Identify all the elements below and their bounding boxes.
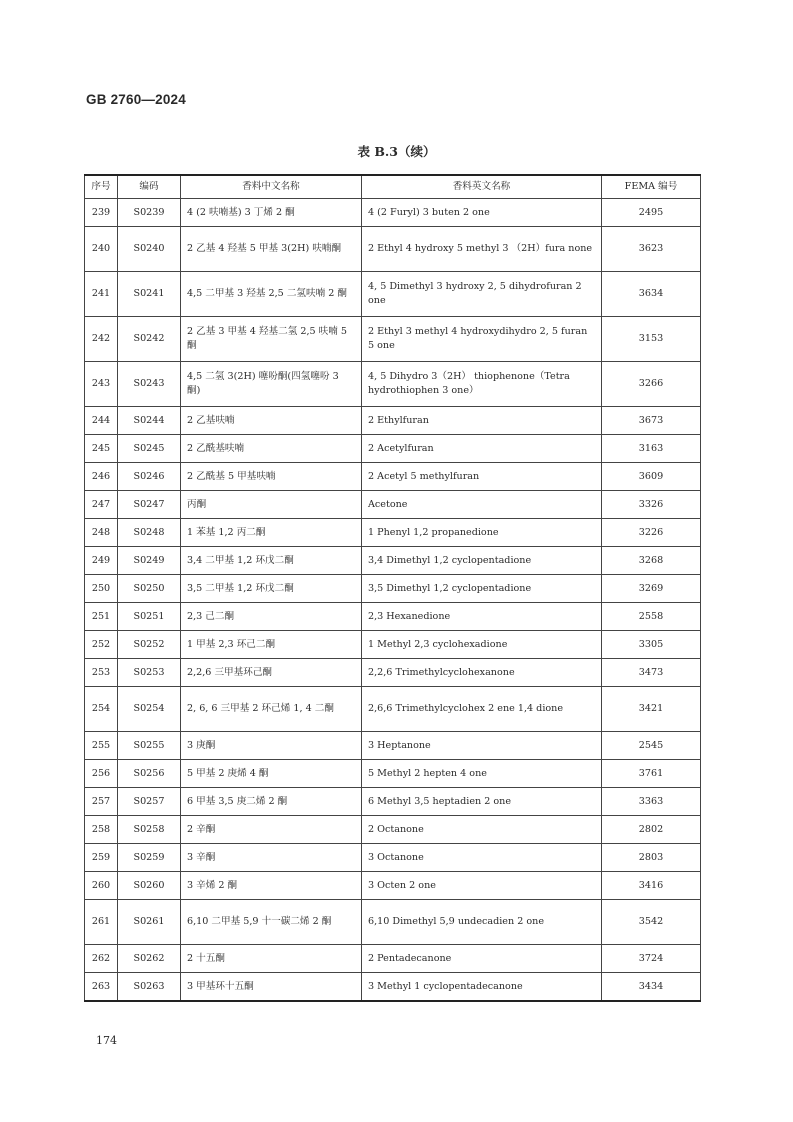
cell-fema: 3269 xyxy=(602,575,701,603)
cell-fema: 3326 xyxy=(602,491,701,519)
table-row xyxy=(85,631,701,659)
cell-en-name: 3,4 Dimethyl 1,2 cyclopentadione xyxy=(362,547,602,575)
table-row xyxy=(85,973,701,1002)
table-row xyxy=(85,844,701,872)
cell-no: 261 xyxy=(85,900,118,945)
cell-fema: 3305 xyxy=(602,631,701,659)
cell-en-name: 6 Methyl 3,5 heptadien 2 one xyxy=(362,788,602,816)
cell-en-name: 5 Methyl 2 hepten 4 one xyxy=(362,760,602,788)
cell-cn-name: 4,5 二甲基 3 羟基 2,5 二氢呋喃 2 酮 xyxy=(181,272,362,317)
column-header-no: 序号 xyxy=(85,175,118,199)
cell-code: S0246 xyxy=(118,463,181,491)
table-row xyxy=(85,362,701,407)
table-row xyxy=(85,659,701,687)
cell-cn-name: 3,5 二甲基 1,2 环戊二酮 xyxy=(181,575,362,603)
cell-en-name: 4 (2 Furyl) 3 buten 2 one xyxy=(362,199,602,227)
cell-code: S0260 xyxy=(118,872,181,900)
cell-code: S0255 xyxy=(118,732,181,760)
cell-code: S0259 xyxy=(118,844,181,872)
cell-no: 241 xyxy=(85,272,118,317)
cell-en-name: 2 Ethyl 4 hydroxy 5 methyl 3 （2H）fura none xyxy=(362,227,602,272)
flavor-table xyxy=(84,174,701,1002)
cell-cn-name: 4 (2 呋喃基) 3 丁烯 2 酮 xyxy=(181,199,362,227)
cell-no: 259 xyxy=(85,844,118,872)
table-row xyxy=(85,732,701,760)
cell-code: S0249 xyxy=(118,547,181,575)
cell-cn-name: 1 甲基 2,3 环己二酮 xyxy=(181,631,362,659)
cell-en-name: 1 Methyl 2,3 cyclohexadione xyxy=(362,631,602,659)
cell-code: S0261 xyxy=(118,900,181,945)
cell-no: 260 xyxy=(85,872,118,900)
cell-en-name: 1 Phenyl 1,2 propanedione xyxy=(362,519,602,547)
table-header-row xyxy=(85,175,701,199)
cell-cn-name: 2 乙基 3 甲基 4 羟基二氢 2,5 呋喃 5 酮 xyxy=(181,317,362,362)
cell-en-name: 2 Pentadecanone xyxy=(362,945,602,973)
standard-code: GB 2760—2024 xyxy=(86,92,186,107)
cell-cn-name: 3 庚酮 xyxy=(181,732,362,760)
table-row xyxy=(85,407,701,435)
cell-en-name: 3 Heptanone xyxy=(362,732,602,760)
cell-cn-name: 2, 6, 6 三甲基 2 环己烯 1, 4 二酮 xyxy=(181,687,362,732)
cell-code: S0257 xyxy=(118,788,181,816)
column-header-fema: FEMA 编号 xyxy=(602,175,701,199)
cell-cn-name: 3,4 二甲基 1,2 环戊二酮 xyxy=(181,547,362,575)
table-title: 表 B.3（续） xyxy=(357,144,436,159)
cell-no: 251 xyxy=(85,603,118,631)
column-header-code: 编码 xyxy=(118,175,181,199)
cell-cn-name: 1 苯基 1,2 丙二酮 xyxy=(181,519,362,547)
table-row xyxy=(85,575,701,603)
table-row xyxy=(85,816,701,844)
table-row xyxy=(85,463,701,491)
cell-code: S0240 xyxy=(118,227,181,272)
cell-code: S0254 xyxy=(118,687,181,732)
cell-fema: 2495 xyxy=(602,199,701,227)
cell-code: S0252 xyxy=(118,631,181,659)
cell-en-name: 4, 5 Dihydro 3（2H） thiophenone（Tetra hydrothiophen 3 one） xyxy=(362,362,602,407)
cell-fema: 3416 xyxy=(602,872,701,900)
table-row xyxy=(85,872,701,900)
cell-no: 256 xyxy=(85,760,118,788)
cell-cn-name: 2,3 己二酮 xyxy=(181,603,362,631)
table-row xyxy=(85,687,701,732)
cell-fema: 3226 xyxy=(602,519,701,547)
cell-code: S0239 xyxy=(118,199,181,227)
cell-code: S0250 xyxy=(118,575,181,603)
cell-no: 257 xyxy=(85,788,118,816)
cell-en-name: 2 Ethyl 3 methyl 4 hydroxydihydro 2, 5 furan 5 one xyxy=(362,317,602,362)
table-row xyxy=(85,317,701,362)
cell-fema: 3473 xyxy=(602,659,701,687)
cell-no: 246 xyxy=(85,463,118,491)
table-row xyxy=(85,199,701,227)
cell-cn-name: 6 甲基 3,5 庚二烯 2 酮 xyxy=(181,788,362,816)
cell-en-name: 2,3 Hexanedione xyxy=(362,603,602,631)
cell-code: S0243 xyxy=(118,362,181,407)
cell-cn-name: 2,2,6 三甲基环己酮 xyxy=(181,659,362,687)
cell-fema: 3761 xyxy=(602,760,701,788)
cell-en-name: 3 Octanone xyxy=(362,844,602,872)
column-header-cn-name: 香料中文名称 xyxy=(181,175,362,199)
column-header-en-name: 香料英文名称 xyxy=(362,175,602,199)
cell-fema: 3268 xyxy=(602,547,701,575)
cell-fema: 3673 xyxy=(602,407,701,435)
cell-no: 245 xyxy=(85,435,118,463)
cell-cn-name: 2 乙酰基 5 甲基呋喃 xyxy=(181,463,362,491)
cell-code: S0262 xyxy=(118,945,181,973)
cell-en-name: 2 Acetyl 5 methylfuran xyxy=(362,463,602,491)
cell-en-name: Acetone xyxy=(362,491,602,519)
cell-no: 255 xyxy=(85,732,118,760)
cell-code: S0256 xyxy=(118,760,181,788)
cell-code: S0245 xyxy=(118,435,181,463)
table-row xyxy=(85,945,701,973)
cell-no: 248 xyxy=(85,519,118,547)
cell-cn-name: 3 辛酮 xyxy=(181,844,362,872)
cell-fema: 2558 xyxy=(602,603,701,631)
cell-no: 254 xyxy=(85,687,118,732)
table-row xyxy=(85,491,701,519)
cell-no: 249 xyxy=(85,547,118,575)
page-number: 174 xyxy=(96,1034,117,1047)
cell-code: S0241 xyxy=(118,272,181,317)
cell-fema: 2802 xyxy=(602,816,701,844)
cell-code: S0253 xyxy=(118,659,181,687)
table-row xyxy=(85,900,701,945)
cell-code: S0244 xyxy=(118,407,181,435)
table-row xyxy=(85,227,701,272)
cell-fema: 3163 xyxy=(602,435,701,463)
cell-fema: 3434 xyxy=(602,973,701,1002)
cell-cn-name: 丙酮 xyxy=(181,491,362,519)
cell-fema: 3542 xyxy=(602,900,701,945)
cell-fema: 3363 xyxy=(602,788,701,816)
table-row xyxy=(85,272,701,317)
cell-fema: 2545 xyxy=(602,732,701,760)
table-row xyxy=(85,603,701,631)
cell-en-name: 2 Acetylfuran xyxy=(362,435,602,463)
cell-no: 263 xyxy=(85,973,118,1002)
cell-cn-name: 2 十五酮 xyxy=(181,945,362,973)
cell-fema: 3724 xyxy=(602,945,701,973)
cell-no: 239 xyxy=(85,199,118,227)
cell-en-name: 2 Octanone xyxy=(362,816,602,844)
table-row xyxy=(85,435,701,463)
cell-no: 244 xyxy=(85,407,118,435)
cell-en-name: 3,5 Dimethyl 1,2 cyclopentadione xyxy=(362,575,602,603)
table-row xyxy=(85,760,701,788)
cell-fema: 3421 xyxy=(602,687,701,732)
cell-en-name: 6,10 Dimethyl 5,9 undecadien 2 one xyxy=(362,900,602,945)
cell-no: 258 xyxy=(85,816,118,844)
cell-no: 253 xyxy=(85,659,118,687)
cell-en-name: 3 Octen 2 one xyxy=(362,872,602,900)
cell-fema: 3266 xyxy=(602,362,701,407)
cell-cn-name: 5 甲基 2 庚烯 4 酮 xyxy=(181,760,362,788)
cell-cn-name: 6,10 二甲基 5,9 十一碳二烯 2 酮 xyxy=(181,900,362,945)
cell-no: 262 xyxy=(85,945,118,973)
cell-cn-name: 3 辛烯 2 酮 xyxy=(181,872,362,900)
cell-code: S0248 xyxy=(118,519,181,547)
cell-code: S0258 xyxy=(118,816,181,844)
cell-fema: 3609 xyxy=(602,463,701,491)
cell-no: 243 xyxy=(85,362,118,407)
cell-en-name: 2 Ethylfuran xyxy=(362,407,602,435)
table-row xyxy=(85,788,701,816)
table-row xyxy=(85,547,701,575)
cell-cn-name: 3 甲基环十五酮 xyxy=(181,973,362,1002)
cell-code: S0242 xyxy=(118,317,181,362)
cell-no: 242 xyxy=(85,317,118,362)
cell-cn-name: 2 乙基呋喃 xyxy=(181,407,362,435)
cell-en-name: 2,2,6 Trimethylcyclohexanone xyxy=(362,659,602,687)
cell-cn-name: 4,5 二氢 3(2H) 噻吩酮(四氢噻吩 3 酮) xyxy=(181,362,362,407)
cell-cn-name: 2 辛酮 xyxy=(181,816,362,844)
cell-fema: 3623 xyxy=(602,227,701,272)
cell-no: 240 xyxy=(85,227,118,272)
cell-fema: 2803 xyxy=(602,844,701,872)
table-body xyxy=(85,199,701,1002)
table-row xyxy=(85,519,701,547)
cell-en-name: 4, 5 Dimethyl 3 hydroxy 2, 5 dihydrofuran 2 one xyxy=(362,272,602,317)
cell-no: 252 xyxy=(85,631,118,659)
cell-fema: 3634 xyxy=(602,272,701,317)
cell-cn-name: 2 乙酰基呋喃 xyxy=(181,435,362,463)
cell-code: S0247 xyxy=(118,491,181,519)
cell-code: S0251 xyxy=(118,603,181,631)
cell-en-name: 2,6,6 Trimethylcyclohex 2 ene 1,4 dione xyxy=(362,687,602,732)
cell-no: 250 xyxy=(85,575,118,603)
cell-code: S0263 xyxy=(118,973,181,1002)
cell-cn-name: 2 乙基 4 羟基 5 甲基 3(2H) 呋喃酮 xyxy=(181,227,362,272)
cell-no: 247 xyxy=(85,491,118,519)
cell-fema: 3153 xyxy=(602,317,701,362)
cell-en-name: 3 Methyl 1 cyclopentadecanone xyxy=(362,973,602,1002)
